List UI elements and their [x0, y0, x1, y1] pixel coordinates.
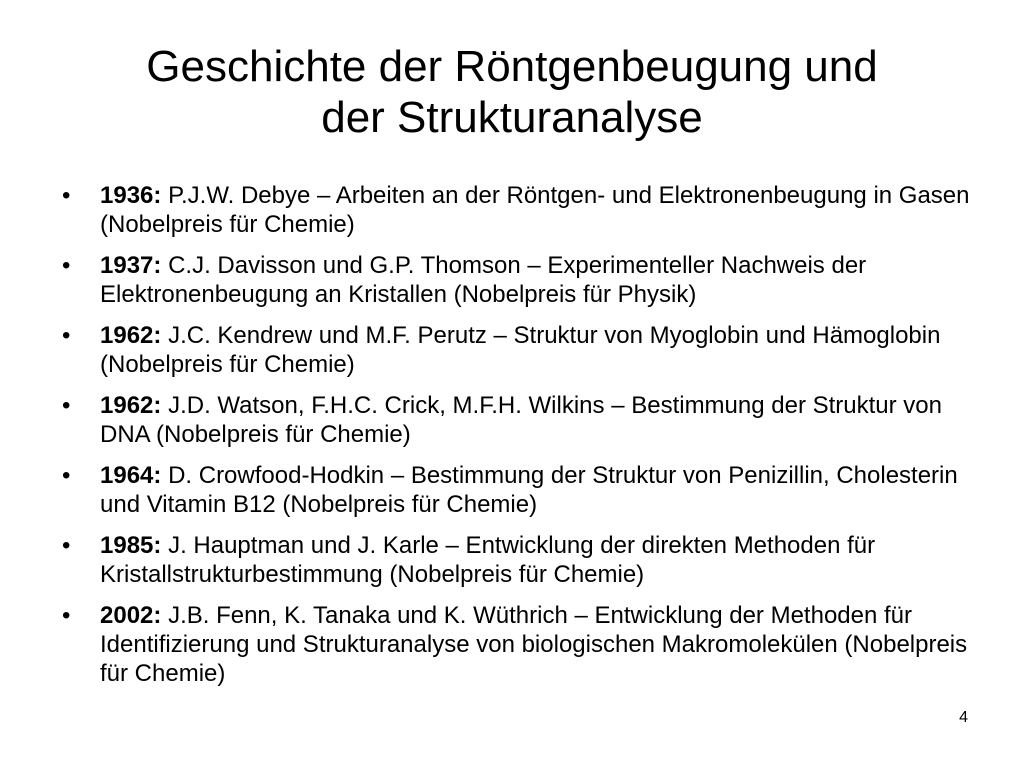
bullet-text: J. Hauptman und J. Karle – Entwicklung der direkten Methoden für Kristallstrukturbestimmung (Nobelpreis für Chemie) [100, 532, 876, 588]
bullet-item-1962-watson-crick-wilkins [62, 391, 982, 449]
bullet-text: D. Crowfood-Hodkin – Bestimmung der Struktur von Penizillin, Cholesterin und Vitamin B12 (Nobelpreis für Chemie) [100, 462, 958, 518]
bullet-icon: • [62, 602, 71, 629]
bullet-text: J.D. Watson, F.H.C. Crick, M.F.H. Wilkins – Bestimmung der Struktur von DNA (Nobelpreis für Chemie) [100, 392, 943, 448]
bullet-item-1962-kendrew-perutz [62, 321, 982, 379]
bullet-icon: • [62, 392, 71, 419]
bullet-icon: • [62, 252, 71, 279]
slide-title-line-2: der Strukturanalyse [321, 93, 703, 142]
bullet-icon: • [62, 462, 71, 489]
page-number: 4 [959, 709, 968, 726]
bullet-icon: • [62, 322, 71, 349]
slide-title [40, 41, 984, 143]
bullet-year: 2002: [100, 602, 162, 629]
bullet-year: 1936: [100, 182, 162, 209]
bullet-item-1985 [62, 531, 982, 589]
slide-title-line-1: Geschichte der Röntgenbeugung und [146, 42, 878, 91]
bullet-item-1936 [62, 181, 982, 239]
bullet-year: 1964: [100, 462, 162, 489]
bullet-year: 1985: [100, 532, 162, 559]
bullet-text: J.B. Fenn, K. Tanaka und K. Wüthrich – Entwicklung der Methoden für Identifizierung und Strukturanalyse von biologischen Makromolekülen (Nobelpreis für Chemie) [100, 602, 968, 687]
bullet-year: 1962: [100, 322, 162, 349]
bullet-list [62, 181, 982, 700]
bullet-item-1937 [62, 251, 982, 309]
bullet-item-1964 [62, 461, 982, 519]
bullet-text: P.J.W. Debye – Arbeiten an der Röntgen- und Elektronenbeugung in Gasen (Nobelpreis für Chemie) [100, 182, 970, 238]
bullet-item-2002 [62, 601, 982, 688]
bullet-icon: • [62, 182, 71, 209]
bullet-year: 1962: [100, 392, 162, 419]
bullet-icon: • [62, 532, 71, 559]
bullet-text: J.C. Kendrew und M.F. Perutz – Struktur von Myoglobin und Hämoglobin (Nobelpreis für Chemie) [100, 322, 941, 378]
bullet-year: 1937: [100, 252, 162, 279]
bullet-text: C.J. Davisson und G.P. Thomson – Experimenteller Nachweis der Elektronenbeugung an Kristallen (Nobelpreis für Physik) [100, 252, 867, 308]
